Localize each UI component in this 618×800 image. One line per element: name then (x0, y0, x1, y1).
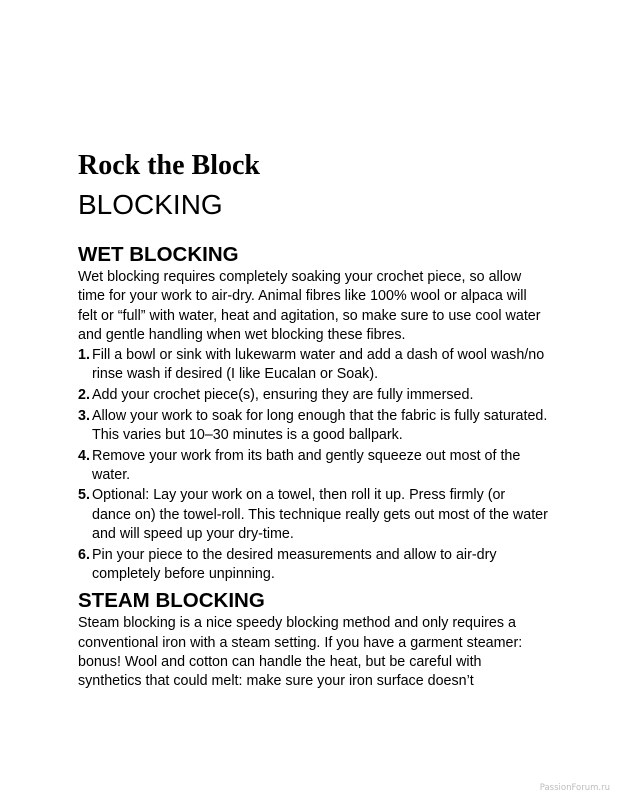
step-text: Add your crochet piece(s), ensuring they are fully immersed. (92, 387, 474, 404)
document-subtitle: BLOCKING (78, 189, 223, 220)
step-number: 1. (78, 347, 90, 364)
step-text: Fill a bowl or sink with lukewarm water and add a dash of wool wash/no rinse wash if desired (I like Eucalan or Soak). (92, 347, 545, 383)
step-text: Optional: Lay your work on a towel, then roll it up. Press firmly (or dance on) the towel-roll. This technique really gets out most of the water and will speed up your dry-time. (92, 487, 548, 543)
wet-blocking-steps (78, 346, 548, 584)
step-number: 6. (78, 546, 90, 563)
step-text: Remove your work from its bath and gently squeeze out most of the water. (92, 447, 521, 483)
step-number: 4. (78, 447, 90, 464)
steam-blocking-intro: Steam blocking is a nice speedy blocking method and only requires a conventional iron with a steam setting. If you have a garment steamer: bonus! Wool and cotton can handle the heat, but be careful with synthetics that could melt: make sure your iron surface doesn’t (78, 615, 523, 690)
list-item (78, 546, 548, 585)
wet-blocking-heading: WET BLOCKING (78, 243, 239, 266)
step-number: 5. (78, 487, 90, 504)
steam-blocking-heading: STEAM BLOCKING (78, 589, 265, 613)
wet-blocking-intro: Wet blocking requires completely soaking your crochet piece, so allow time for your work to air-dry. Animal fibres like 100% wool or alpaca will felt or “full” with water, heat and agitation, so make sure to use cool water and gentle handling when wet blocking these fibres. (78, 269, 541, 343)
list-item (78, 386, 548, 405)
list-item (78, 486, 548, 544)
document-page (78, 148, 548, 691)
step-number: 2. (78, 387, 90, 404)
list-item (78, 447, 548, 486)
step-text: Allow your work to soak for long enough that the fabric is fully saturated. This varies but 10–30 minutes is a good ballpark. (92, 407, 548, 443)
step-text: Pin your piece to the desired measurements and allow to air-dry completely before unpinning. (92, 546, 497, 582)
document-title: Rock the Block (78, 150, 260, 181)
list-item (78, 407, 548, 446)
watermark: PassionForum.ru (539, 783, 610, 793)
list-item (78, 346, 548, 385)
step-number: 3. (78, 407, 90, 424)
